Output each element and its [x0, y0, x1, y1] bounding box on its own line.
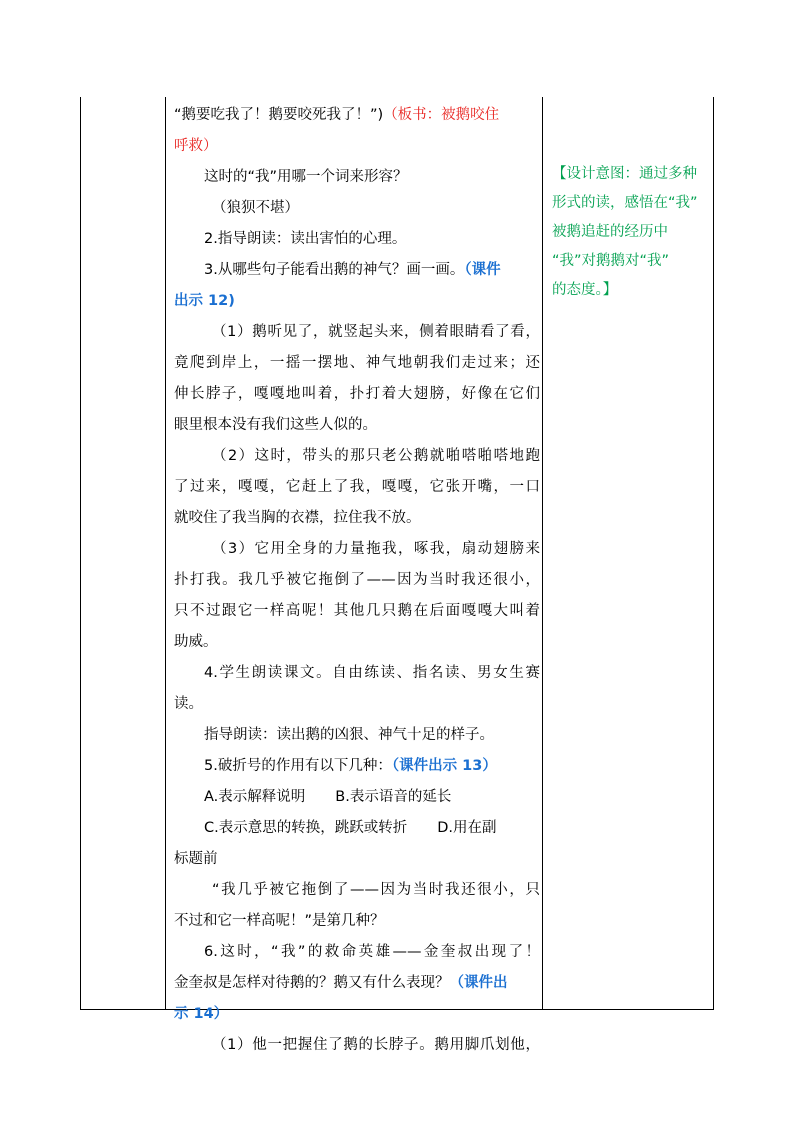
design-intent-line: 【设计意图：通过多种	[552, 166, 697, 182]
option-d: D.用在副	[437, 820, 497, 836]
option-row	[174, 813, 540, 844]
table-border-right	[713, 97, 714, 1010]
courseware-note: 出示 12)	[174, 293, 235, 309]
option-b: B.表示语音的延长	[335, 789, 452, 805]
design-intent-line: 被鹅追赶的经历中	[552, 224, 668, 240]
quoted-passage: （3）它用全身的力量拖我，啄我，扇动翅膀来	[212, 541, 540, 557]
courseware-note: （课件出	[449, 975, 508, 991]
quoted-passage: 只不过跟它一样高呢！其他几只鹅在后面嘎嘎大叫着	[174, 603, 540, 619]
quoted-passage: （2）这时，带头的那只老公鹅就啪嗒啪嗒地跑	[212, 448, 540, 464]
question: 不过和它一样高呢！”是第几种？	[174, 913, 385, 929]
step-item: 3.从哪些句子能看出鹅的神气？画一画。（课件	[204, 262, 501, 278]
answer: （狼狈不堪）	[212, 200, 299, 216]
reading-guidance: 指导朗读：读出鹅的凶狠、神气十足的样子。	[204, 727, 494, 743]
step-item: 金奎叔是怎样对待鹅的？鹅又有什么表现？（课件出	[174, 975, 508, 991]
step-item: 读。	[174, 696, 203, 712]
quoted-passage: 扑打我。我几乎被它拖倒了——因为当时我还很小，	[174, 572, 540, 588]
teaching-content-column	[174, 100, 540, 1061]
courseware-note: 示 14）	[174, 1006, 229, 1022]
table-column-divider-1	[165, 97, 166, 1010]
courseware-note: （课件	[464, 262, 501, 278]
table-border-left	[80, 97, 81, 1010]
courseware-note: （课件出示 13）	[391, 758, 497, 774]
step-item: 2.指导朗读：读出害怕的心理。	[204, 231, 407, 247]
option-row	[174, 782, 540, 813]
table-column-divider-2	[542, 97, 543, 1010]
question: “我几乎被它拖倒了——因为当时我还很小，只	[212, 882, 540, 898]
design-intent-line: 形式的读，感悟在“我”	[552, 195, 698, 211]
question: 这时的“我”用哪一个词来形容？	[204, 169, 408, 185]
board-note: （板书：被鹅咬住	[383, 107, 500, 123]
step-item: 6.这时，“我”的救命英雄——金奎叔出现了！	[204, 944, 540, 960]
quoted-passage: 眼里根本没有我们这些人似的。	[174, 417, 377, 433]
design-intent-line: “我”对鹅鹅对“我”	[552, 253, 670, 269]
option-c: C.表示意思的转换，跳跃或转折	[204, 820, 408, 836]
quoted-passage: 了过来，嘎嘎，它赶上了我，嘎嘎，它张开嘴，一口	[174, 479, 540, 495]
quoted-passage: （1）鹅听见了，就竖起头来，侧着眼睛看了看，	[212, 324, 540, 340]
option-continuation: 标题前	[174, 851, 218, 867]
quoted-passage: 就咬住了我当胸的衣襟，拉住我不放。	[174, 510, 421, 526]
option-a: A.表示解释说明	[204, 789, 306, 805]
quoted-passage: 竟爬到岸上，一摇一摆地、神气地朝我们走过来；还	[174, 355, 540, 371]
design-intent-column	[552, 160, 712, 305]
step-item: 5.破折号的作用有以下几种：（课件出示 13）	[204, 758, 497, 774]
text-line: “鹅要吃我了！鹅要咬死我了！”)（板书：被鹅咬住	[174, 107, 500, 123]
step-item: 4.学生朗读课文。自由练读、指名读、男女生赛	[204, 665, 540, 681]
quoted-passage: 伸长脖子，嘎嘎地叫着，扑打着大翅膀，好像在它们	[174, 386, 540, 402]
quoted-passage: 助威。	[174, 634, 218, 650]
quoted-passage: （1）他一把握住了鹅的长脖子。鹅用脚爪划他，	[212, 1037, 540, 1053]
board-note: 呼救）	[174, 138, 218, 154]
design-intent-line: 的态度。】	[552, 282, 618, 298]
